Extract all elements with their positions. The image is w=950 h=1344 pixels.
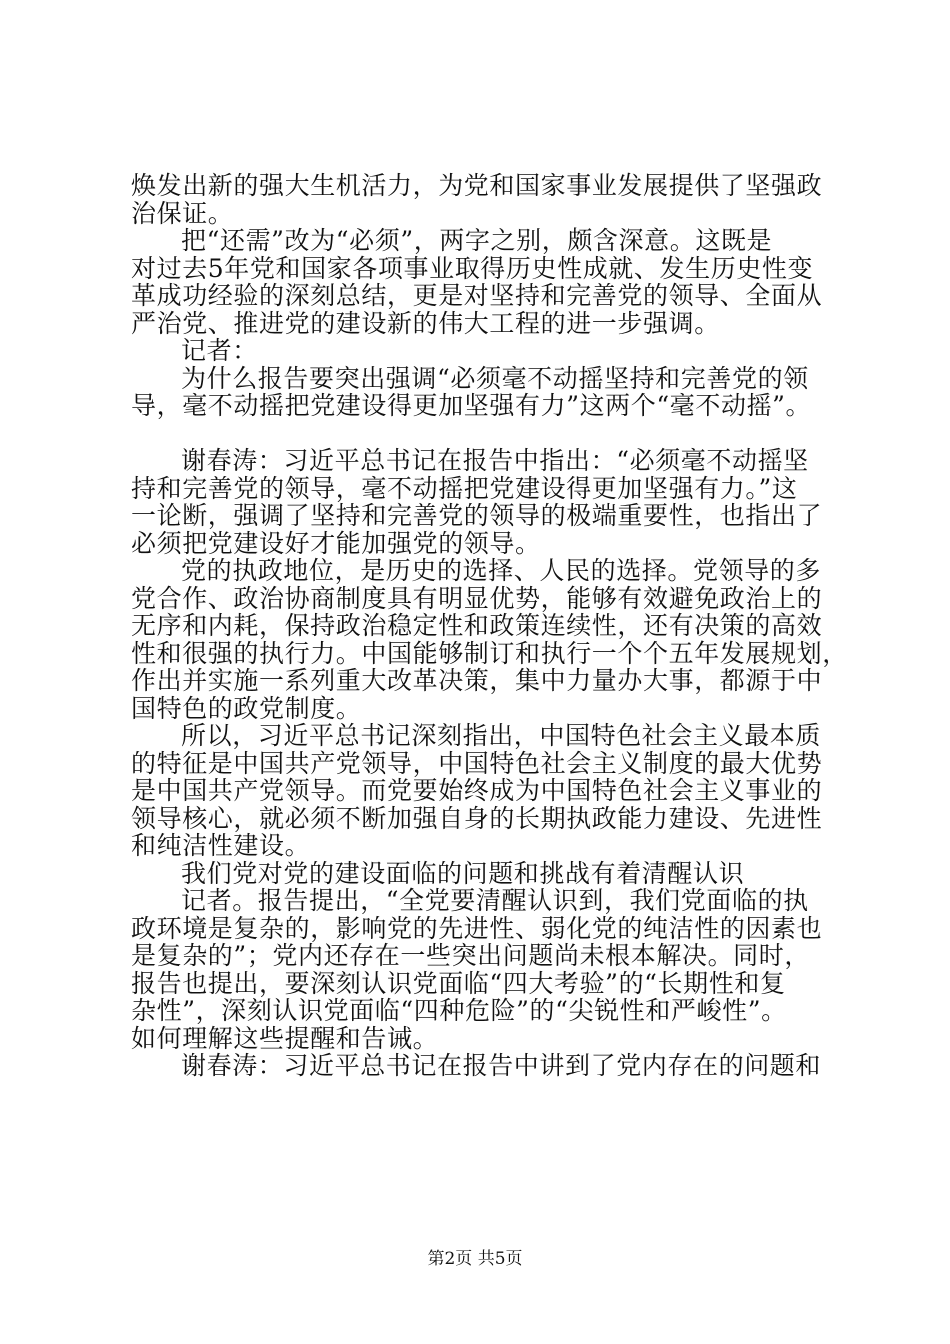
text-line: 导，毫不动摇把党建设得更加坚强有力”这两个“毫不动摇”。: [131, 391, 812, 420]
text-line: 对过去5年党和国家各项事业取得历史性成就、发生历史性变: [131, 253, 814, 283]
text-line: 必须把党建设好才能加强党的领导。: [131, 528, 541, 558]
text-line: 党合作、政治协商制度具有明显优势，能够有效避免政治上的: [131, 583, 823, 613]
text-line: 无序和内耗，保持政治稳定性和政策连续性，还有决策的高效: [131, 611, 823, 640]
text-line: 一论断，强调了坚持和完善党的领导的极端重要性，也指出了: [131, 501, 823, 530]
text-line: 和纯洁性建设。: [131, 831, 311, 860]
text-line: 是中国共产党领导。而党要始终成为中国特色社会主义事业的: [131, 776, 823, 805]
page-number-footer: 第2页 共5页: [427, 1249, 523, 1269]
text-line: 领导核心，就必须不断加强自身的长期执政能力建设、先进性: [131, 803, 823, 833]
text-line: 是复杂的”；党内还存在一些突出问题尚未根本解决。同时，: [131, 941, 810, 970]
text-line: 谢春涛：习近平总书记在报告中指出：“必须毫不动摇坚: [181, 446, 809, 475]
text-line: 持和完善党的领导，毫不动摇把党建设得更加坚强有力。”这: [131, 473, 798, 503]
text-line: 治保证。: [131, 198, 234, 228]
text-line: 性和很强的执行力。中国能够制订和执行一个个五年发展规划，: [131, 638, 848, 668]
text-line: 为什么报告要突出强调“必须毫不动摇坚持和完善党的领: [181, 363, 809, 393]
text-line: 作出并实施一系列重大改革决策，集中力量办大事，都源于中: [131, 666, 823, 695]
paragraph-gap: [131, 420, 841, 448]
text-line: 党的执政地位，是历史的选择、人民的选择。党领导的多: [181, 556, 822, 585]
text-line: 记者。报告提出，“全党要清醒认识到，我们党面临的执: [181, 886, 809, 915]
text-line: 如何理解这些提醒和告诫。: [131, 1023, 439, 1053]
text-line: 杂性”，深刻认识党面临“四种危险”的“尖锐性和严峻性”。: [131, 996, 787, 1025]
text-line: 把“还需”改为“必须”，两字之别，颇含深意。这既是: [181, 226, 773, 255]
text-line: 记者：: [181, 336, 258, 365]
text-line: 所以，习近平总书记深刻指出，中国特色社会主义最本质: [181, 721, 822, 750]
text-line: 国特色的政党制度。: [131, 693, 362, 723]
document-body: [131, 171, 848, 1080]
text-line: 谢春涛：习近平总书记在报告中讲到了党内存在的问题和: [181, 1051, 822, 1080]
section-heading: 我们党对党的建设面临的问题和挑战有着清醒认识: [181, 858, 745, 888]
text-line: 政环境是复杂的，影响党的先进性、弱化党的纯洁性的因素也: [131, 913, 823, 943]
text-line: 革成功经验的深刻总结，更是对坚持和完善党的领导、全面从: [131, 281, 823, 310]
text-line: 焕发出新的强大生机活力，为党和国家事业发展提供了坚强政: [131, 171, 823, 200]
text-line: 报告也提出，要深刻认识党面临“四大考验”的“长期性和复: [131, 968, 786, 998]
text-line: 的特征是中国共产党领导，中国特色社会主义制度的最大优势: [131, 748, 823, 778]
text-line: 严治党、推进党的建设新的伟大工程的进一步强调。: [131, 308, 720, 338]
